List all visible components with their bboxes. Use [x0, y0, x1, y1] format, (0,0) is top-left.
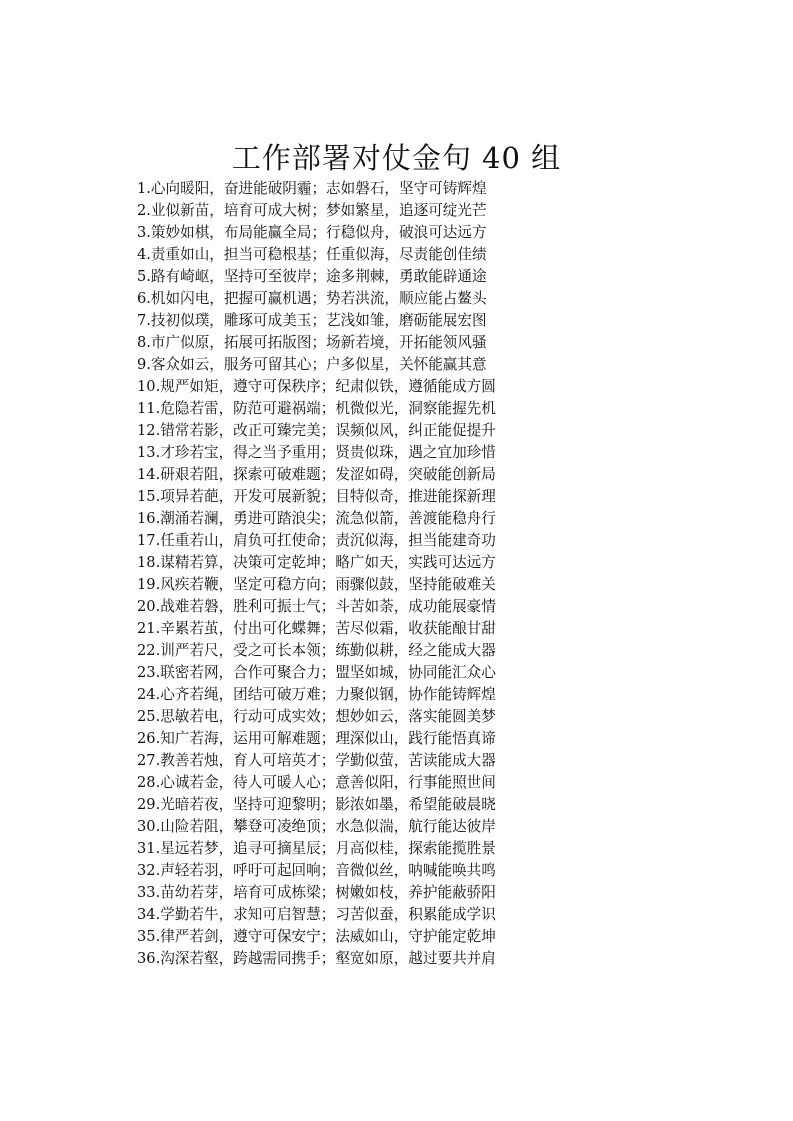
phrase-line: 2.业似新苗，培育可成大树；梦如繁星，追逐可绽光芒 — [137, 202, 487, 219]
phrase-line: 33.苗幼若芽，培育可成栋梁；树嫩如枝，养护能蔽骄阳 — [137, 884, 496, 901]
phrase-line: 29.光暗若夜，坚持可迎黎明；影浓如墨，希望能破晨晓 — [137, 796, 496, 813]
phrase-list — [137, 178, 496, 970]
phrase-line: 19.风疾若鞭，坚定可稳方向；雨骤似鼓，坚持能破难关 — [137, 576, 496, 593]
phrase-line: 14.研艰若阻，探索可破难题；发涩如碍，突破能创新局 — [137, 466, 496, 483]
phrase-line: 30.山险若阻，攀登可凌绝顶；水急似湍，航行能达彼岸 — [137, 818, 496, 835]
phrase-line: 25.思敏若电，行动可成实效；想妙如云，落实能圆美梦 — [137, 708, 496, 725]
phrase-line: 9.客众如云，服务可留其心；户多似星，关怀能赢其意 — [137, 356, 487, 373]
phrase-line: 35.律严若剑，遵守可保安宁；法威如山，守护能定乾坤 — [137, 928, 496, 945]
phrase-line: 7.技初似璞，雕琢可成美玉；艺浅如雏，磨砺能展宏图 — [137, 312, 487, 329]
phrase-line: 5.路有崎岖，坚持可至彼岸；途多荆棘，勇敢能辟通途 — [137, 268, 487, 285]
phrase-line: 15.项异若葩，开发可展新貌；目特似奇，推进能探新理 — [137, 488, 496, 505]
phrase-line: 31.星远若梦，追寻可摘星辰；月高似桂，探索能揽胜景 — [137, 840, 496, 857]
phrase-line: 26.知广若海，运用可解难题；理深似山，践行能悟真谛 — [137, 730, 496, 747]
phrase-line: 28.心诚若金，待人可暖人心；意善似阳，行事能照世间 — [137, 774, 496, 791]
phrase-line: 23.联密若网，合作可聚合力；盟坚如城，协同能汇众心 — [137, 664, 496, 681]
phrase-line: 32.声轻若羽，呼吁可起回响；音微似丝，呐喊能唤共鸣 — [137, 862, 496, 879]
phrase-line: 16.潮涌若澜，勇进可踏浪尖；流急似箭，善渡能稳舟行 — [137, 510, 496, 527]
phrase-line: 8.市广似原，拓展可拓版图；场新若境，开拓能领风骚 — [137, 334, 487, 351]
phrase-line: 6.机如闪电，把握可赢机遇；势若洪流，顺应能占鳌头 — [137, 290, 487, 307]
phrase-line: 36.沟深若壑，跨越需同携手；壑宽如原，越过要共并肩 — [137, 950, 496, 967]
phrase-line: 22.训严若尺，受之可长本领；练勤似耕，经之能成大器 — [137, 642, 496, 659]
phrase-line: 24.心齐若绳，团结可破万难；力聚似钢，协作能铸辉煌 — [137, 686, 496, 703]
phrase-line: 3.策妙如棋，布局能赢全局；行稳似舟，破浪可达远方 — [137, 224, 487, 241]
phrase-line: 4.责重如山，担当可稳根基；任重似海，尽责能创佳绩 — [137, 246, 487, 263]
phrase-line: 34.学勤若牛，求知可启智慧；习苦似蚕，积累能成学识 — [137, 906, 496, 923]
phrase-line: 17.任重若山，肩负可扛使命；责沉似海，担当能建奇功 — [137, 532, 496, 549]
phrase-line: 21.辛累若茧，付出可化蝶舞；苦尽似霜，收获能酿甘甜 — [137, 620, 496, 637]
phrase-line: 20.战难若磐，胜利可振士气；斗苦如荼，成功能展豪情 — [137, 598, 496, 615]
phrase-line: 27.教善若烛，育人可培英才；学勤似萤，苦读能成大器 — [137, 752, 496, 769]
phrase-line: 18.谋精若算，决策可定乾坤；略广如天，实践可达远方 — [137, 554, 496, 571]
document-title: 工作部署对仗金句 40 组 — [231, 141, 562, 175]
phrase-line: 11.危隐若雷，防范可避祸端；机微似光，洞察能握先机 — [137, 400, 496, 417]
phrase-line: 12.错常若影，改正可臻完美；误频似风，纠正能促提升 — [137, 422, 496, 439]
phrase-line: 10.规严如矩，遵守可保秩序；纪肃似铁，遵循能成方圆 — [137, 378, 496, 395]
phrase-line: 13.才珍若宝，得之当予重用；贤贵似珠，遇之宜加珍惜 — [137, 444, 496, 461]
phrase-line: 1.心向暖阳，奋进能破阴霾；志如磐石，坚守可铸辉煌 — [137, 180, 487, 197]
